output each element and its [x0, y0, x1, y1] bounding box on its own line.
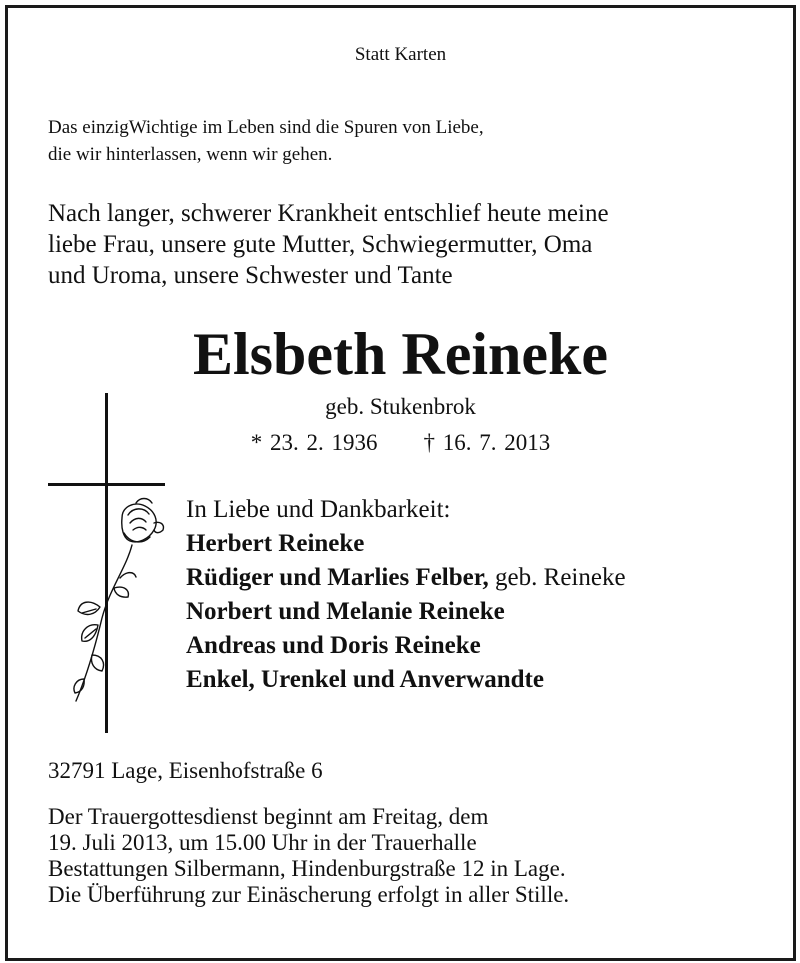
- mourners-intro: In Liebe und Dankbarkeit:: [186, 496, 451, 523]
- mourner-1: Herbert Reineke: [186, 530, 365, 557]
- service-line-2: 19. Juli 2013, um 15.00 Uhr in der Trauerhalle: [48, 830, 477, 855]
- opening-quote: [48, 114, 484, 168]
- mourner-2-birthname: geb. Reineke: [488, 564, 626, 591]
- mourners-list: [186, 493, 626, 697]
- deceased-name: Elsbeth Reineke: [192, 321, 609, 387]
- intro-text: [48, 198, 609, 291]
- mourner-3: Norbert und Melanie Reineke: [186, 598, 505, 625]
- rose-icon: [74, 499, 163, 702]
- family-address: 32791 Lage, Eisenhofstraße 6: [48, 758, 323, 783]
- service-line-4: Die Überführung zur Einäscherung erfolgt in aller Stille.: [48, 882, 570, 907]
- service-details: [48, 804, 569, 908]
- mourner-5: Enkel, Urenkel und Anverwandte: [186, 666, 544, 693]
- mourner-4: Andreas und Doris Reineke: [186, 632, 481, 659]
- cross-icon: [38, 393, 173, 738]
- service-line-1: Der Trauergottesdienst beginnt am Freitag, dem: [48, 804, 489, 829]
- intro-line-1: Nach langer, schwerer Krankheit entschlief heute meine: [48, 200, 609, 227]
- birth-date: * 23. 2. 1936: [250, 430, 378, 455]
- mourner-2-names: Rüdiger und Marlies Felber,: [186, 564, 489, 591]
- birth-name: geb. Stukenbrok: [325, 394, 476, 419]
- quote-line-2: die wir hinterlassen, wenn wir gehen.: [48, 144, 333, 165]
- service-line-3: Bestattungen Silbermann, Hindenburgstraße 12 in Lage.: [48, 856, 566, 881]
- mourner-2: [186, 561, 626, 595]
- intro-line-3: und Uroma, unsere Schwester und Tante: [48, 262, 453, 289]
- intro-line-2: liebe Frau, unsere gute Mutter, Schwiegermutter, Oma: [48, 231, 593, 258]
- obituary-notice: [5, 5, 796, 961]
- header-statt-karten: Statt Karten: [354, 44, 447, 65]
- death-date: † 16. 7. 2013: [423, 430, 551, 455]
- quote-line-1: Das einzigWichtige im Leben sind die Spuren von Liebe,: [48, 117, 484, 138]
